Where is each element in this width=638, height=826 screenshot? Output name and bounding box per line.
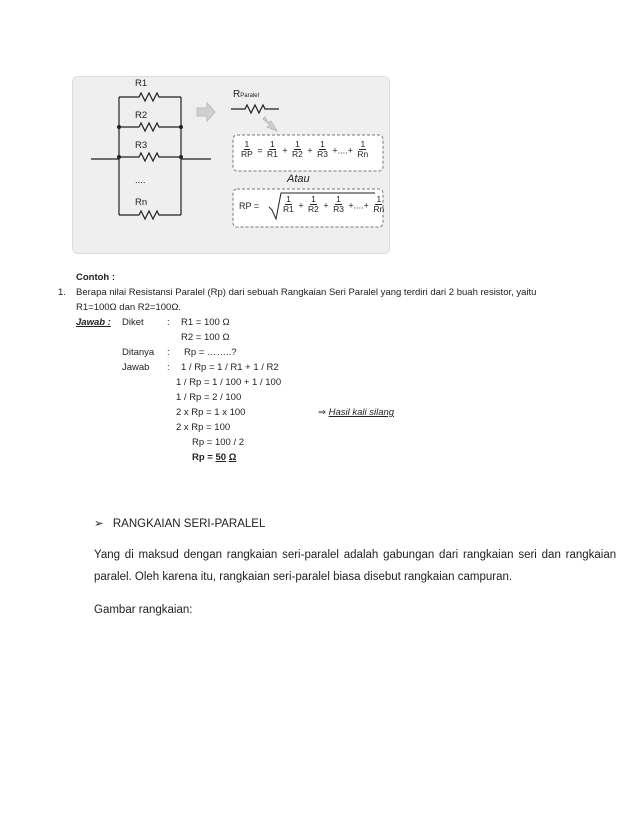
- diket-r2: R2 = 100 Ω: [181, 332, 230, 343]
- section-heading-text: RANGKAIAN SERI-PARALEL: [112, 518, 266, 530]
- step-4: 2 x Rp = 1 x 100: [176, 407, 246, 418]
- resistor-label-rn: Rn: [135, 197, 148, 208]
- jawab-step-label: Jawab: [122, 362, 150, 373]
- term3-den: R3: [317, 149, 328, 159]
- parallel-circuit-figure: [72, 76, 390, 254]
- jawab-label: Jawab :: [76, 317, 111, 328]
- diket-r1: R1 = 100 Ω: [181, 317, 230, 328]
- resistor-label-r1: R1: [135, 78, 148, 89]
- ditanya-colon: :: [167, 347, 170, 358]
- hasil-kali-silang-text: Hasil kali silang: [328, 407, 395, 418]
- question-line-2: R1=100Ω dan R2=100Ω.: [76, 302, 182, 313]
- atau-label: Atau: [287, 173, 310, 185]
- formula1-lhs: [241, 140, 253, 159]
- formula2-ellipsis: +....+: [348, 200, 369, 211]
- step-6: Rp = 100 / 2: [192, 437, 245, 448]
- final-result: [192, 452, 236, 463]
- formula1-term-3: [317, 140, 328, 159]
- formula2-term-3: [333, 195, 344, 214]
- formula2-equals: =: [253, 201, 260, 211]
- term2-den: R2: [292, 149, 303, 159]
- r-paralel-sub: Paralel: [240, 93, 259, 99]
- r-paralel-label: [233, 89, 259, 100]
- formula2-plus-1: +: [298, 200, 304, 211]
- ellipsis-dots: ....: [135, 175, 146, 186]
- arrow-icon: ⇒: [318, 407, 326, 418]
- f2-termn-den: Rn: [373, 204, 385, 214]
- formula1-term-2: [292, 140, 303, 159]
- formula2-term-n: [373, 195, 384, 214]
- paragraph-line-2: paralel. Oleh karena itu, rangkaian seri-paralel biasa disebut rangkaian campuran.: [94, 571, 513, 583]
- f2-term1-den: R1: [283, 204, 294, 214]
- step-5: 2 x Rp = 100: [176, 422, 231, 433]
- formula2-term-1: [283, 195, 294, 214]
- formula2-term-2: [308, 195, 319, 214]
- result-unit: Ω: [228, 452, 237, 463]
- ditanya-label: Ditanya: [122, 347, 155, 358]
- formula1-plus-2: +: [307, 145, 313, 156]
- step-2: 1 / Rp = 1 / 100 + 1 / 100: [176, 377, 282, 388]
- f2-termn-num: 1: [376, 194, 382, 204]
- term1-den: R1: [266, 149, 278, 159]
- resistor-label-r2: R2: [135, 110, 148, 121]
- f2-term1-num: 1: [286, 194, 291, 204]
- formula1-term-n: [357, 140, 368, 159]
- step-1: 1 / Rp = 1 / R1 + 1 / R2: [181, 362, 279, 373]
- question-number: 1.: [58, 287, 66, 298]
- diket-colon: :: [167, 317, 170, 328]
- f2-term3-den: R3: [333, 204, 344, 214]
- formula-rp-lhs: [239, 201, 259, 211]
- term3-num: 1: [320, 139, 325, 149]
- formula1-plus-1: +: [282, 145, 288, 156]
- section-heading: [94, 516, 265, 530]
- formula1-ellipsis: +....+: [332, 145, 353, 156]
- question-line-1: Berapa nilai Resistansi Paralel (Rp) dari sebuah Rangkaian Seri Paralel yang terdiri dari 2 buah resistor, yaitu: [76, 287, 537, 298]
- formula1-lhs-num: 1: [244, 139, 250, 149]
- result-value: 50: [215, 452, 227, 463]
- formula2-lhs: RP: [239, 201, 252, 211]
- jawab-step-colon: :: [167, 362, 170, 373]
- gambar-label: Gambar rangkaian:: [94, 604, 193, 616]
- termn-num: 1: [360, 139, 366, 149]
- term2-num: 1: [295, 139, 300, 149]
- formula-reciprocal: [241, 140, 368, 159]
- r-paralel-main: R: [233, 89, 241, 100]
- f2-term3-num: 1: [336, 194, 341, 204]
- result-prefix: Rp =: [192, 452, 216, 463]
- formula1-lhs-den: RP: [241, 149, 253, 159]
- parallel-circuit-diagram: [73, 77, 389, 253]
- f2-term2-den: R2: [308, 204, 319, 214]
- formula-rp-root: [283, 195, 384, 214]
- resistor-label-r3: R3: [135, 140, 148, 151]
- formula1-term-1: [267, 140, 278, 159]
- paragraph-line-1: Yang di maksud dengan rangkaian seri-paralel adalah gabungan dari rangkaian seri dan rangkaian: [94, 549, 617, 561]
- arrow-bullet-icon: ➢: [94, 518, 104, 530]
- formula1-equals: =: [257, 145, 263, 156]
- cross-multiply-note: [318, 407, 394, 418]
- ditanya-value: Rp = ……..?: [184, 347, 237, 358]
- diket-label: Diket: [122, 317, 144, 328]
- termn-den: Rn: [357, 149, 369, 159]
- term1-num: 1: [270, 139, 275, 149]
- formula2-plus-2: +: [323, 200, 329, 211]
- f2-term2-num: 1: [311, 194, 316, 204]
- step-3: 1 / Rp = 2 / 100: [176, 392, 242, 403]
- contoh-heading: Contoh :: [76, 272, 116, 283]
